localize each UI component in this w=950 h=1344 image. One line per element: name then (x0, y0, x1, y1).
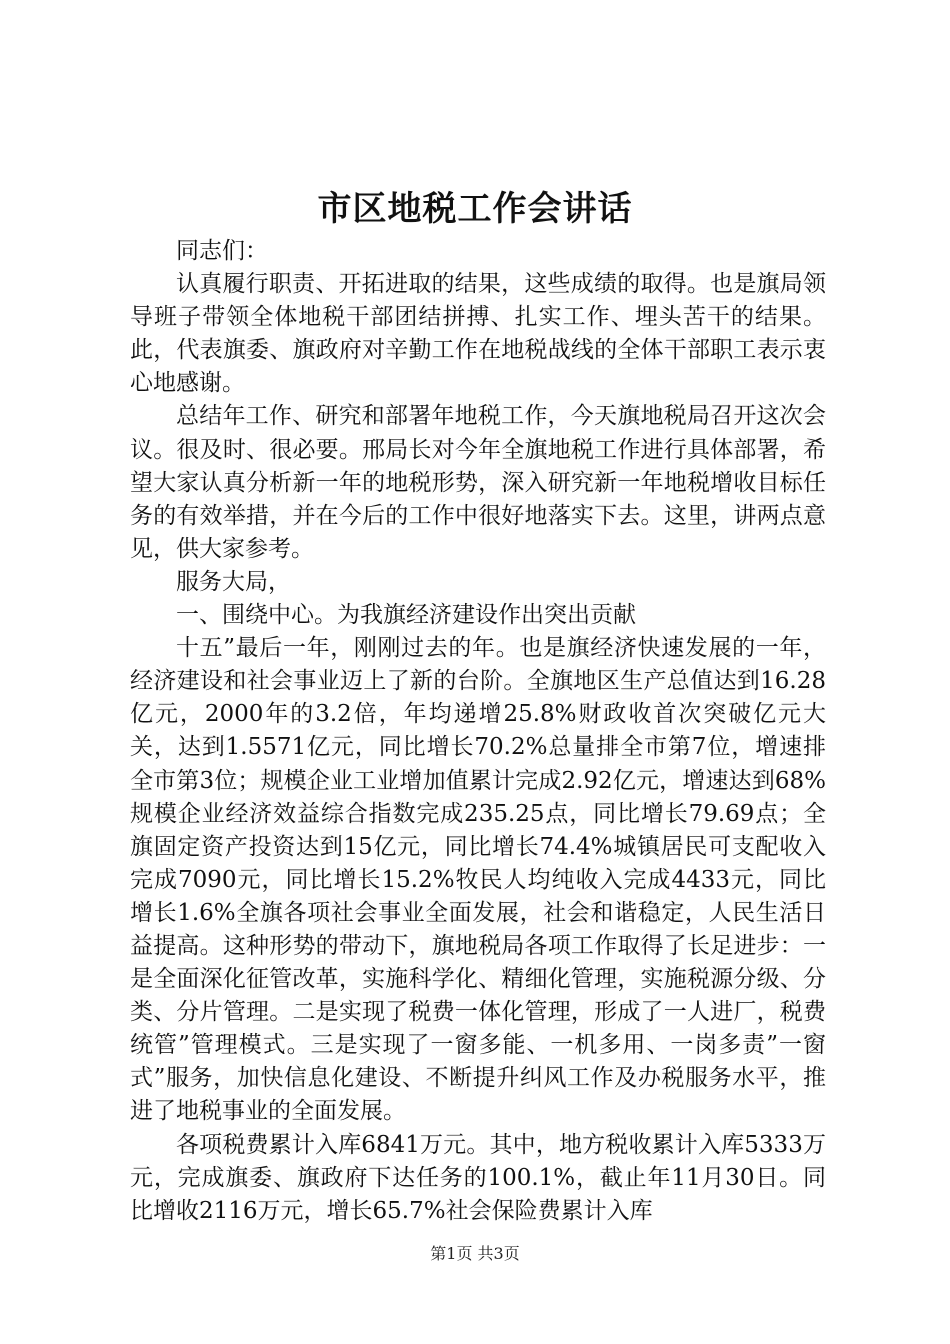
paragraph: 服务大局， (176, 568, 291, 595)
paragraph: 十五”最后一年，刚刚过去的年。也是旗经济快速发展的一年，经济建设和社会事业迈上了新的台阶。全旗地区生产总值达到16.28亿元，2000年的3.2倍，年均递增25.8%财政收首次突破亿元大关，达到1.5571亿元，同比增长70.2%总量排全市第7位，增速排全市第3位；规模企业工业增加值累计完成2.92亿元，增速达到68%规模企业经济效益综合指数完成235.25点，同比增长79.69点；全旗固定资产投资达到15亿元，同比增长74.4%城镇居民可支配收入完成7090元，同比增长15.2%牧民人均纯收入完成4433元，同比增长1.6%全旗各项社会事业全面发展，社会和谐稳定，人民生活日益提高。这种形势的带动下，旗地税局各项工作取得了长足进步：一是全面深化征管改革，实施科学化、精细化管理，实施税源分级、分类、分片管理。二是实现了税费一体化管理，形成了一人进厂，税费统管”管理模式。三是实现了一窗多能、一机多用、一岗多责”一窗式”服务，加快信息化建设、不断提升纠风工作及办税服务水平，推进了地税事业的全面发展。 (130, 635, 826, 1125)
document-body (130, 235, 826, 1228)
page-footer: 第1页 共3页 (430, 1244, 520, 1263)
section-heading: 一、围绕中心。为我旗经济建设作出突出贡献 (176, 602, 636, 629)
paragraph: 总结年工作、研究和部署年地税工作，今天旗地税局召开这次会议。很及时、很必要。邢局长对今年全旗地税工作进行具体部署，希望大家认真分析新一年的地税形势，深入研究新一年地税增收目标任务的有效举措，并在今后的工作中很好地落实下去。这里，讲两点意见，供大家参考。 (130, 403, 826, 562)
paragraph: 各项税费累计入库6841万元。其中，地方税收累计入库5333万元，完成旗委、旗政府下达任务的100.1%，截止年11月30日。同比增收2116万元，增长65.7%社会保险费累计入库 (130, 1131, 826, 1224)
paragraph: 认真履行职责、开拓进取的结果，这些成绩的取得。也是旗局领导班子带领全体地税干部团结拼搏、扎实工作、埋头苦干的结果。此，代表旗委、旗政府对辛勤工作在地税战线的全体干部职工表示衷心地感谢。 (130, 271, 826, 397)
document-title: 市区地税工作会讲话 (317, 189, 633, 229)
paragraph-salutation: 同志们： (176, 238, 268, 264)
